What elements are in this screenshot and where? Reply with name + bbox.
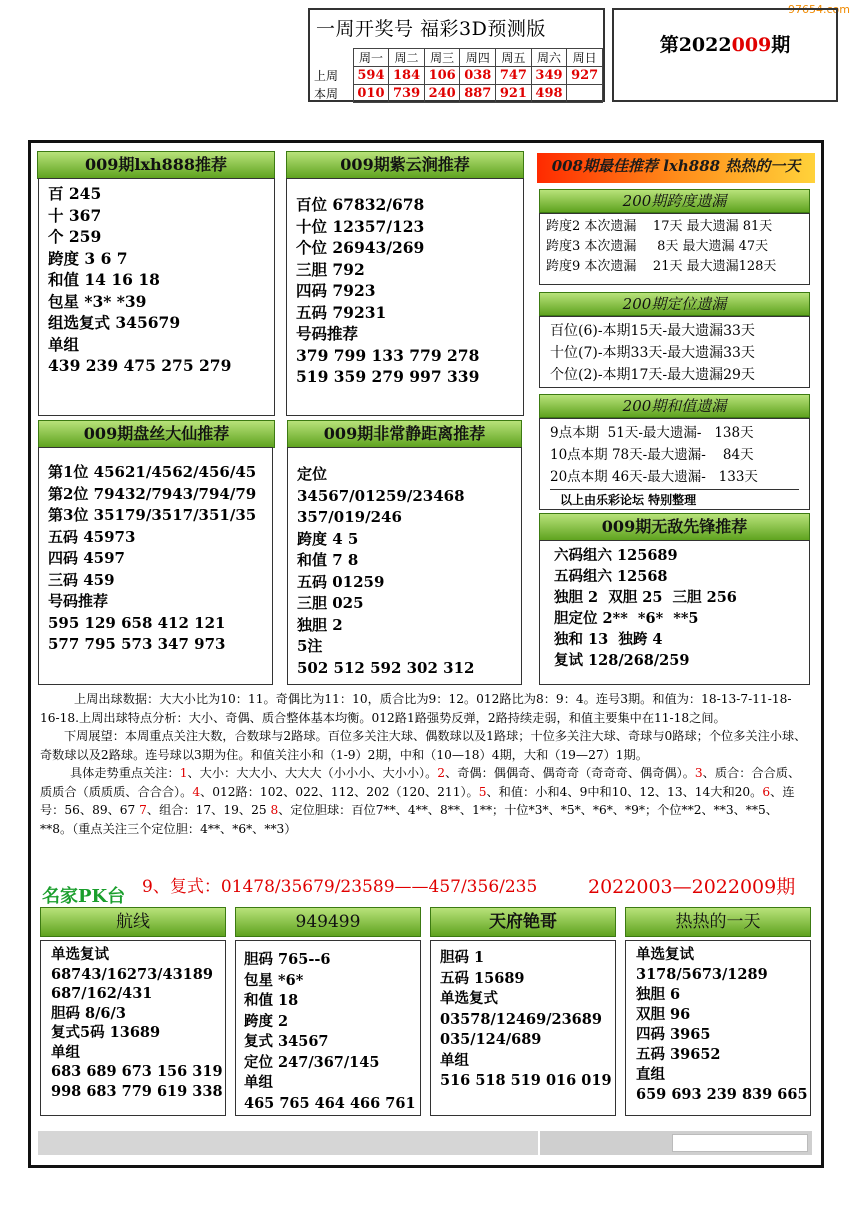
text-line: 68743/16273/43189 bbox=[51, 965, 213, 983]
text-line: 五码 15689 bbox=[440, 969, 525, 987]
pos-miss-lines bbox=[540, 317, 809, 386]
text-line: 复试 128/268/259 bbox=[554, 652, 690, 669]
panel-title-wudi: 009期无敌先锋推荐 bbox=[539, 513, 810, 541]
text-line: 3178/5673/1289 bbox=[636, 966, 768, 983]
result-cell: 240 bbox=[424, 85, 460, 103]
text-line: 四码 4597 bbox=[48, 549, 125, 567]
pk-col-lines bbox=[236, 941, 420, 1114]
text-line: 第1位 45621/4562/456/45 bbox=[48, 463, 257, 481]
analysis-text-run: 、和值：小和4、9中和10、12、13、14大和20。 bbox=[486, 784, 763, 799]
result-cell: 594 bbox=[353, 67, 389, 85]
text-line: 四码 7923 bbox=[296, 281, 376, 300]
text-line: 683 689 673 156 319 bbox=[51, 1063, 223, 1080]
analysis-paragraph-2: 下周展望：本周重点关注大数，合数球与2路球。百位多关注大球、偶数球以及1路球；十位多关注大球、奇球与0路球；个位多关注小球、奇数球以及2路球。连号球以3期为住。和值关注小和（1-9）2期，中和（10—18）4期，大和（19—27）1期。 bbox=[40, 729, 807, 762]
sum-miss-panel bbox=[539, 418, 810, 510]
weekly-results-title: 一周开奖号 福彩3D预测版 bbox=[316, 18, 546, 40]
text-line: 百 245 bbox=[48, 184, 102, 203]
analysis-paragraph-1: 上周出球数据：大大小比为10：11。奇偶比为11：10，质合比为9：12。012路比为8：9：4。连号3期。和值为：18-13-7-11-18-16-18.上周出球特点分析：大小、奇偶、质合整体基本均衡。012路1路强势反弹，2路持续走弱，和值主要集中在11-18之间。 bbox=[40, 692, 792, 725]
pos-miss-title: 200期定位遗漏 bbox=[539, 292, 810, 316]
text-line: 直组 bbox=[636, 1066, 665, 1083]
text-line: 五码 39652 bbox=[636, 1046, 721, 1063]
pk-col-panel bbox=[430, 940, 616, 1116]
footer-bar-left bbox=[38, 1131, 538, 1155]
panel-title-pansi: 009期盘丝大仙推荐 bbox=[38, 420, 275, 448]
text-line: 和值 7 8 bbox=[297, 551, 359, 569]
text-line: 跨度9 本次遗漏 21天 最大遗漏128天 bbox=[546, 259, 777, 274]
pk-title: 名家PK台 bbox=[42, 886, 126, 907]
panel-pansi-lines bbox=[39, 448, 272, 656]
pk-col-title: 航线 bbox=[40, 907, 226, 937]
text-line: 单选复试 bbox=[51, 946, 109, 963]
text-line: 双胆 96 bbox=[636, 1006, 691, 1023]
analysis-number: 7 bbox=[139, 803, 147, 817]
issue-suffix: 期 bbox=[771, 34, 791, 56]
text-line: 9点本期 51天-最大遗漏- 138天 bbox=[550, 425, 754, 441]
text-line: 定位 247/367/145 bbox=[244, 1053, 380, 1071]
fushi-line: 9、复式：01478/35679/23589——457/356/235 bbox=[142, 877, 538, 897]
analysis-text-run: 、定位胆球：百位7**、4**、8**、1**；十位*3*、*5*、*6*、*9*；个位**2、**3、**5、**8。（重点关注三个定位胆：4**、*6*、**3） bbox=[40, 803, 778, 836]
text-line: 百位 67832/678 bbox=[296, 195, 425, 214]
text-line: 439 239 475 275 279 bbox=[48, 356, 232, 375]
text-line: 516 518 519 016 019 bbox=[440, 1072, 612, 1089]
result-cell: 498 bbox=[531, 85, 567, 103]
text-line: 六码组六 125689 bbox=[554, 547, 678, 564]
text-line: 五码 79231 bbox=[296, 302, 387, 322]
text-line: 复式5码 13689 bbox=[51, 1024, 161, 1041]
sum-miss-title: 200期和值遗漏 bbox=[539, 394, 810, 418]
issue-number-box bbox=[612, 8, 838, 102]
text-line: 组选复式 345679 bbox=[48, 313, 181, 332]
result-cell: 887 bbox=[460, 85, 496, 103]
pk-col-title: 949499 bbox=[235, 907, 421, 937]
text-line: 跨度3 本次遗漏 8天 最大遗漏 47天 bbox=[546, 239, 769, 254]
text-line: 659 693 239 839 665 bbox=[636, 1086, 808, 1103]
sum-miss-note: 以上由乐彩论坛 特别整理 bbox=[560, 493, 697, 507]
day-header: 周五 bbox=[496, 49, 532, 67]
text-line: 复式 34567 bbox=[244, 1033, 329, 1050]
text-line: 跨度 2 bbox=[244, 1012, 289, 1030]
analysis-text bbox=[40, 690, 810, 838]
panel-title-feichang: 009期非常静距离推荐 bbox=[287, 420, 522, 448]
text-line: 单组 bbox=[48, 334, 80, 354]
site-watermark: 97654.com bbox=[788, 0, 850, 20]
day-header: 周四 bbox=[460, 49, 496, 67]
text-line: 四码 3965 bbox=[636, 1026, 711, 1043]
analysis-text-run: 具体走势重点关注： bbox=[70, 766, 180, 780]
text-line: 十位(7)-本期33天-最大遗漏33天 bbox=[550, 345, 755, 361]
result-cell: 184 bbox=[389, 67, 425, 85]
pk-col-lines bbox=[626, 941, 810, 1105]
panel-feichang bbox=[287, 447, 522, 685]
text-line: 687/162/431 bbox=[51, 985, 153, 1002]
text-line: 519 359 279 997 339 bbox=[296, 367, 480, 386]
period-range: 2022003—2022009期 bbox=[588, 876, 796, 898]
text-line: 号码推荐 bbox=[48, 592, 109, 610]
text-line: 独胆 6 bbox=[636, 986, 681, 1003]
pk-col-panel bbox=[235, 940, 421, 1116]
text-line: 第2位 79432/7943/794/79 bbox=[48, 484, 257, 503]
weekly-results-table bbox=[310, 48, 603, 103]
text-line: 5注 bbox=[297, 637, 323, 655]
text-line: 465 765 464 466 761 bbox=[244, 1094, 416, 1112]
text-line: 998 683 779 619 338 bbox=[51, 1082, 223, 1100]
text-line: 胆码 765--6 bbox=[244, 951, 331, 968]
result-cell: 927 bbox=[567, 67, 603, 85]
sum-miss-lines bbox=[540, 419, 809, 488]
text-line: 三胆 025 bbox=[297, 594, 364, 612]
text-line: 单组 bbox=[244, 1074, 273, 1091]
text-line: 单选复试 bbox=[636, 946, 694, 963]
text-line: 第3位 35179/3517/351/35 bbox=[48, 506, 257, 524]
text-line: 357/019/246 bbox=[297, 508, 402, 526]
text-line: 五码组六 12568 bbox=[554, 568, 668, 585]
result-cell: 739 bbox=[389, 85, 425, 103]
weekly-results-box bbox=[308, 8, 605, 102]
analysis-number: 3 bbox=[694, 766, 703, 780]
text-line: 和值 18 bbox=[244, 992, 299, 1009]
analysis-text-run: 、大小：大大小、大大大（小小小、大小小）。 bbox=[187, 766, 438, 780]
text-line: 五码 45973 bbox=[48, 527, 136, 546]
analysis-paragraph-3 bbox=[40, 764, 810, 838]
span-miss-title: 200期跨度遗漏 bbox=[539, 189, 810, 213]
text-line: 百位(6)-本期15天-最大遗漏33天 bbox=[550, 323, 755, 339]
text-line: 跨度 3 6 7 bbox=[48, 248, 128, 268]
panel-wudi-lines bbox=[540, 541, 809, 671]
analysis-number: 2 bbox=[437, 766, 446, 780]
issue-number: 009 bbox=[731, 34, 772, 56]
panel-ziyun-lines bbox=[287, 179, 523, 388]
footer-bar-inset bbox=[672, 1134, 808, 1152]
analysis-number: 6 bbox=[762, 784, 771, 799]
pk-col-panel bbox=[40, 940, 226, 1116]
day-header: 周日 bbox=[567, 49, 603, 67]
day-header: 周六 bbox=[531, 49, 567, 67]
pk-col-panel bbox=[625, 940, 811, 1116]
text-line: 379 799 133 779 278 bbox=[296, 345, 480, 365]
text-line: 502 512 592 302 312 bbox=[297, 658, 475, 677]
text-line: 跨度2 本次遗漏 17天 最大遗漏 81天 bbox=[546, 219, 773, 234]
text-line: 包星 *6* bbox=[244, 971, 304, 989]
text-line: 03578/12469/23689 bbox=[440, 1010, 602, 1028]
text-line: 595 129 658 412 121 bbox=[48, 613, 226, 632]
panel-lxh bbox=[38, 178, 275, 416]
result-cell: 349 bbox=[531, 67, 567, 85]
panel-lxh-lines bbox=[39, 179, 274, 377]
result-cell: 747 bbox=[496, 67, 532, 85]
text-line: 三胆 792 bbox=[296, 259, 365, 279]
analysis-text-run: 、连号：56、89、67 bbox=[40, 784, 795, 817]
text-line: 个位(2)-本期17天-最大遗漏29天 bbox=[550, 367, 755, 383]
result-cell: 921 bbox=[496, 85, 532, 103]
text-line: 胆码 8/6/3 bbox=[51, 1004, 126, 1022]
analysis-text-run: 、奇偶：偶偶奇、偶奇奇（奇奇奇、偶奇偶）。 bbox=[445, 766, 695, 780]
result-cell bbox=[567, 85, 603, 103]
text-line: 十 367 bbox=[48, 205, 102, 225]
text-line: 五码 01259 bbox=[297, 572, 385, 591]
text-line: 单组 bbox=[440, 1051, 469, 1069]
text-line: 和值 14 16 18 bbox=[48, 270, 160, 289]
analysis-number: 4 bbox=[192, 784, 201, 799]
panel-title-ziyun: 009期紫云涧推荐 bbox=[286, 151, 524, 179]
this-week-label: 本周 bbox=[314, 87, 339, 101]
panel-title-lxh: 009期lxh888推荐 bbox=[37, 151, 275, 179]
day-header: 周一 bbox=[353, 49, 389, 67]
best-banner: 008期最佳推荐 lxh888 热热的一天 bbox=[537, 153, 815, 183]
pk-col-lines bbox=[431, 941, 615, 1092]
text-line: 跨度 4 5 bbox=[297, 529, 359, 548]
text-line: 个 259 bbox=[48, 227, 102, 246]
result-cell: 106 bbox=[424, 67, 460, 85]
day-header: 周三 bbox=[424, 49, 460, 67]
panel-pansi bbox=[38, 447, 273, 685]
analysis-text-run: 、组合：17、19、25 bbox=[146, 803, 271, 817]
pk-col-title: 天府铯哥 bbox=[430, 907, 616, 937]
last-week-label: 上周 bbox=[314, 69, 339, 83]
text-line: 单选复式 bbox=[440, 990, 498, 1007]
day-header: 周二 bbox=[389, 49, 425, 67]
result-cell: 038 bbox=[460, 67, 496, 85]
analysis-number: 1 bbox=[179, 766, 188, 780]
text-line: 独胆 2 bbox=[297, 615, 343, 634]
text-line: 胆码 1 bbox=[440, 949, 485, 966]
issue-prefix: 第2022 bbox=[659, 34, 732, 56]
text-line: 号码推荐 bbox=[296, 324, 359, 343]
result-cell: 010 bbox=[353, 85, 389, 103]
text-line: 独胆 2 双胆 25 三胆 256 bbox=[554, 589, 737, 606]
analysis-number: 5 bbox=[478, 784, 487, 799]
text-line: 包星 *3* *39 bbox=[48, 291, 147, 311]
span-miss-lines bbox=[540, 214, 809, 277]
text-line: 三码 459 bbox=[48, 570, 115, 589]
text-line: 独和 13 独跨 4 bbox=[554, 631, 663, 648]
span-miss-panel bbox=[539, 213, 810, 285]
text-line: 577 795 573 347 973 bbox=[48, 635, 226, 653]
text-line: 单组 bbox=[51, 1043, 80, 1061]
text-line: 34567/01259/23468 bbox=[297, 486, 465, 505]
pk-col-lines bbox=[41, 941, 225, 1101]
panel-feichang-lines bbox=[288, 448, 521, 679]
pk-col-title: 热热的一天 bbox=[625, 907, 811, 937]
text-line: 胆定位 2** *6* **5 bbox=[554, 610, 699, 627]
panel-ziyun bbox=[286, 178, 524, 416]
panel-wudi bbox=[539, 540, 810, 685]
pos-miss-panel bbox=[539, 316, 810, 388]
text-line: 035/124/689 bbox=[440, 1031, 542, 1048]
text-line: 20点本期 46天-最大遗漏- 133天 bbox=[550, 469, 758, 485]
text-line: 个位 26943/269 bbox=[296, 238, 425, 257]
analysis-number: 8 bbox=[270, 803, 279, 817]
text-line: 十位 12357/123 bbox=[296, 216, 425, 236]
text-line: 定位 bbox=[297, 465, 328, 483]
analysis-text-run: 、012路：102、022、112、202（120、211）。 bbox=[200, 784, 479, 799]
text-line: 10点本期 78天-最大遗漏- 84天 bbox=[550, 447, 754, 463]
analysis-text-run: 、质合：合合质、质质合（质质质、合合合）。 bbox=[40, 766, 801, 799]
